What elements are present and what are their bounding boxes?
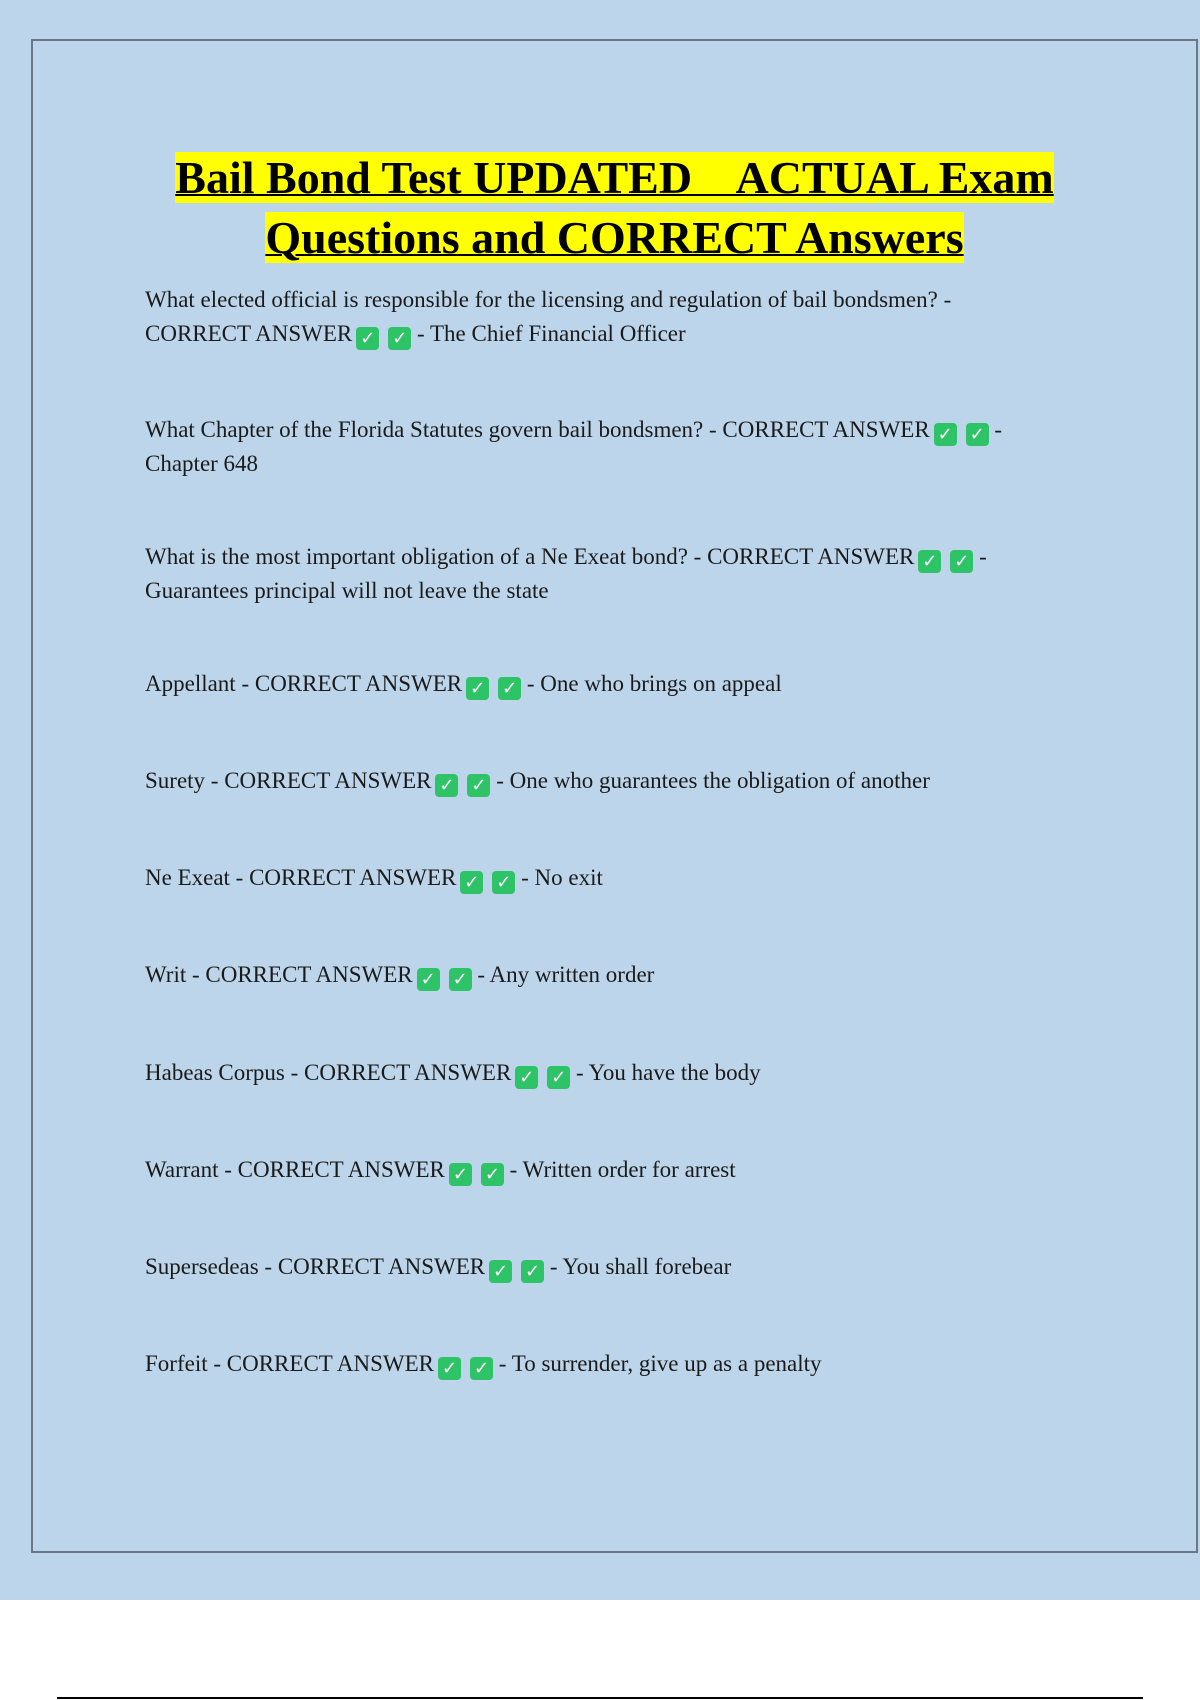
qa-item xyxy=(145,1250,1060,1284)
qa-question: Writ - CORRECT ANSWER xyxy=(145,962,413,987)
check-mark-icon: ✓ xyxy=(467,774,490,797)
qa-question: Habeas Corpus - CORRECT ANSWER xyxy=(145,1060,512,1085)
qa-answer: - No exit xyxy=(521,865,603,890)
check-mark-icon: ✓ xyxy=(460,871,483,894)
check-mark-icon: ✓ xyxy=(966,423,989,446)
qa-item xyxy=(145,958,1060,992)
qa-item xyxy=(145,283,1060,351)
qa-question: Warrant - CORRECT ANSWER xyxy=(145,1157,445,1182)
check-mark-icon: ✓ xyxy=(547,1066,570,1089)
qa-answer: - Any written order xyxy=(477,962,655,987)
qa-answer: - One who brings on appeal xyxy=(526,671,782,696)
check-mark-icon: ✓ xyxy=(466,677,489,700)
qa-question: What elected official is responsible for the licensing and regulation of bail bondsmen? - CORRECT ANSWER xyxy=(145,287,952,346)
check-mark-icon: ✓ xyxy=(435,774,458,797)
check-mark-icon: ✓ xyxy=(934,423,957,446)
qa-answer: - To surrender, give up as a penalty xyxy=(498,1351,822,1376)
qa-question: Appellant - CORRECT ANSWER xyxy=(145,671,463,696)
check-mark-icon: ✓ xyxy=(950,550,973,573)
qa-question: Supersedeas - CORRECT ANSWER xyxy=(145,1254,486,1279)
qa-item xyxy=(145,413,1060,481)
qa-answer: - Guarantees principal will not leave the state xyxy=(145,544,987,603)
check-mark-icon: ✓ xyxy=(515,1066,538,1089)
check-mark-icon: ✓ xyxy=(470,1357,493,1380)
document-title xyxy=(145,148,1084,268)
qa-answer: - Written order for arrest xyxy=(509,1157,736,1182)
qa-question: Surety - CORRECT ANSWER xyxy=(145,768,432,793)
qa-answer: - You have the body xyxy=(576,1060,761,1085)
check-mark-icon: ✓ xyxy=(918,550,941,573)
qa-item xyxy=(145,1347,1060,1381)
check-mark-icon: ✓ xyxy=(449,968,472,991)
check-mark-icon: ✓ xyxy=(521,1260,544,1283)
qa-answer: - The Chief Financial Officer xyxy=(417,321,686,346)
qa-question: Forfeit - CORRECT ANSWER xyxy=(145,1351,435,1376)
qa-item xyxy=(145,540,1060,608)
check-mark-icon: ✓ xyxy=(449,1163,472,1186)
title-line-1: Bail Bond Test UPDATED ACTUAL Exam xyxy=(175,152,1054,203)
qa-answer: - One who guarantees the obligation of another xyxy=(496,768,930,793)
check-mark-icon: ✓ xyxy=(438,1357,461,1380)
qa-item xyxy=(145,1153,1060,1187)
qa-item xyxy=(145,1056,1060,1090)
qa-answer: - You shall forebear xyxy=(549,1254,732,1279)
check-mark-icon: ✓ xyxy=(498,677,521,700)
title-line-2: Questions and CORRECT Answers xyxy=(265,212,964,263)
check-mark-icon: ✓ xyxy=(481,1163,504,1186)
check-mark-icon: ✓ xyxy=(489,1260,512,1283)
footer-rule xyxy=(57,1697,1143,1699)
qa-item xyxy=(145,667,1060,701)
qa-question: What is the most important obligation of a Ne Exeat bond? - CORRECT ANSWER xyxy=(145,544,915,569)
qa-answer: - Chapter 648 xyxy=(145,417,1003,476)
check-mark-icon: ✓ xyxy=(492,871,515,894)
check-mark-icon: ✓ xyxy=(356,327,379,350)
check-mark-icon: ✓ xyxy=(417,968,440,991)
qa-item xyxy=(145,764,1060,798)
qa-question: What Chapter of the Florida Statutes govern bail bondsmen? - CORRECT ANSWER xyxy=(145,417,930,442)
qa-question: Ne Exeat - CORRECT ANSWER xyxy=(145,865,457,890)
qa-item xyxy=(145,861,1060,895)
check-mark-icon: ✓ xyxy=(388,327,411,350)
